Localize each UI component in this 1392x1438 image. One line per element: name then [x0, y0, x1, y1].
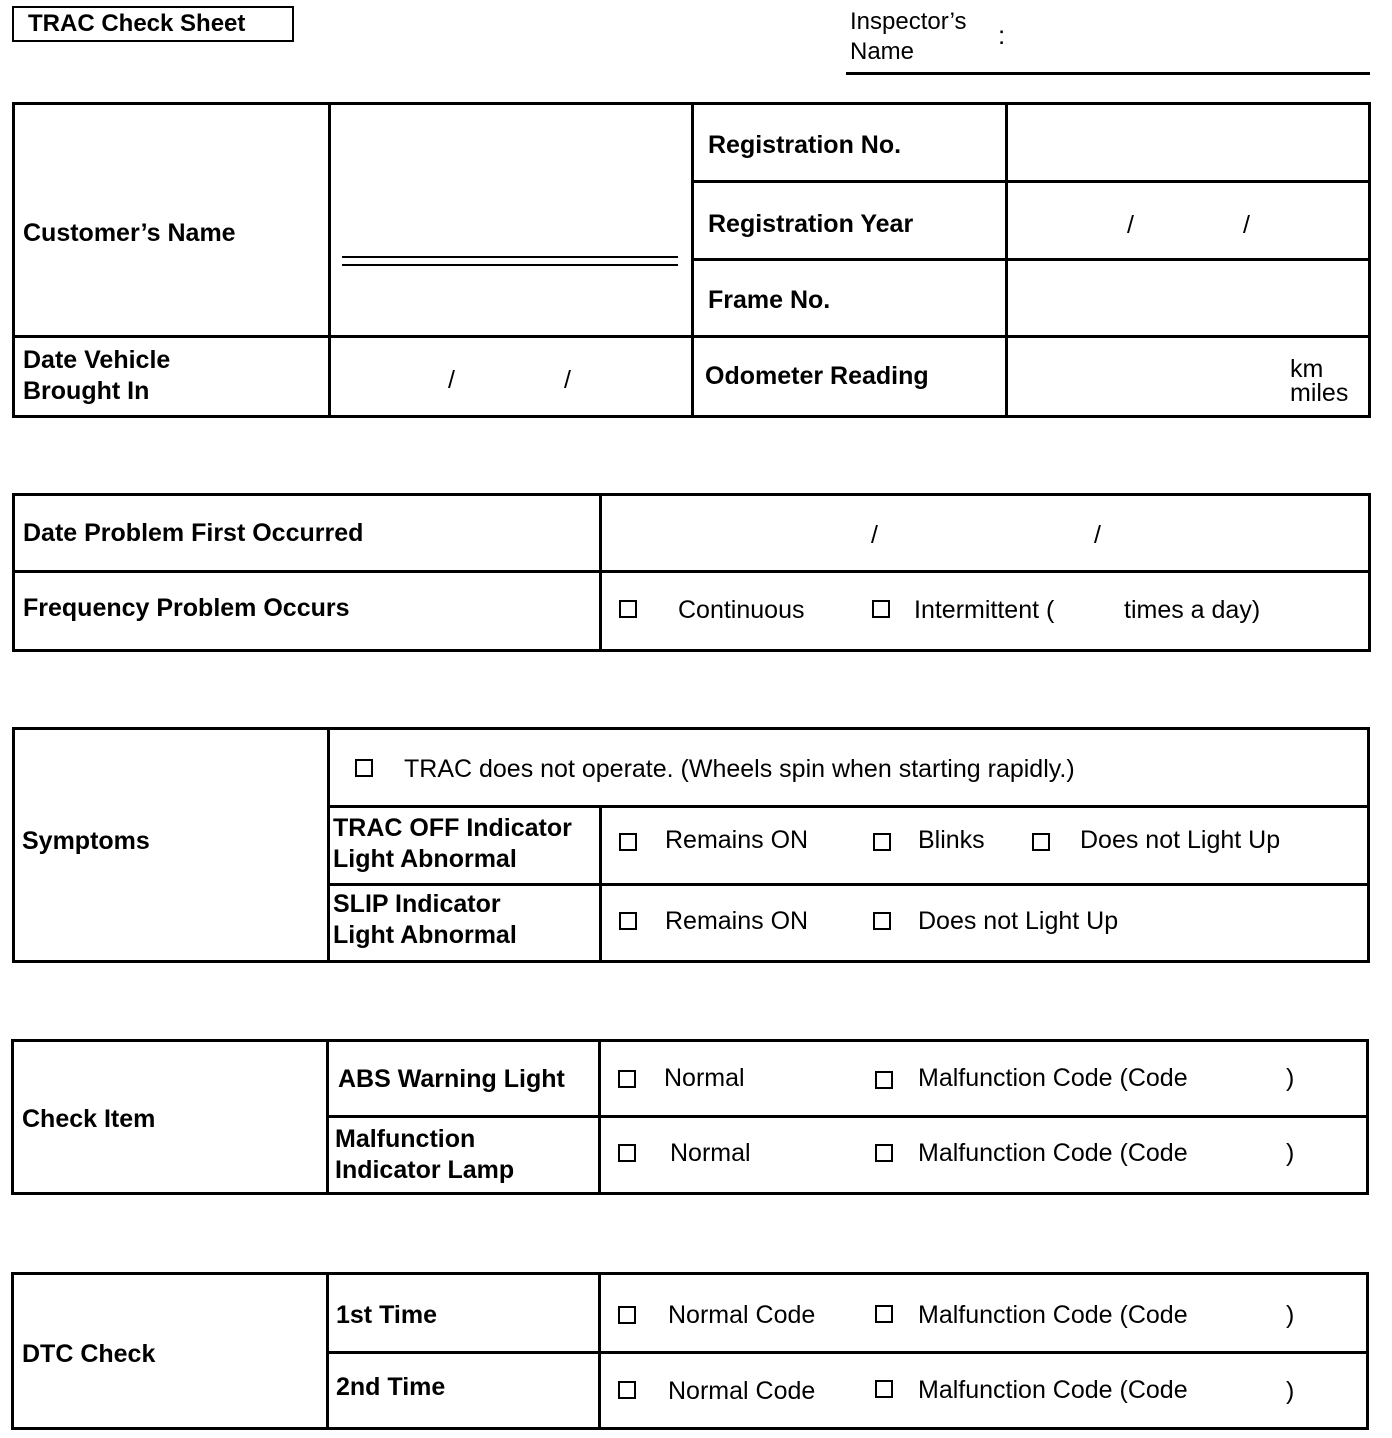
close-paren: ) [1286, 1301, 1295, 1329]
inspector-colon: : [998, 20, 1006, 50]
remains-on-label: Remains ON [665, 907, 809, 935]
second-code-field[interactable] [1222, 1376, 1284, 1406]
trac-off-no-light-checkbox[interactable] [1032, 833, 1050, 851]
normal-code-label: Normal Code [668, 1301, 816, 1329]
normal-label: Normal [670, 1139, 751, 1167]
frame-no-label: Frame No. [708, 286, 831, 314]
divider [691, 180, 1371, 183]
first-time-label: 1st Time [336, 1301, 437, 1329]
abs-warning-light-label: ABS Warning Light [338, 1065, 565, 1093]
second-malfunction-checkbox[interactable] [875, 1380, 893, 1398]
slip-label-line2: Light Abnormal [333, 921, 517, 949]
date-separator: / [1094, 521, 1101, 549]
malfunction-code-label: Malfunction Code (Code [918, 1301, 1188, 1329]
symptoms-label: Symptoms [22, 827, 150, 855]
customer-name-field[interactable] [342, 256, 678, 266]
divider [12, 570, 1371, 573]
remains-on-label: Remains ON [665, 826, 809, 854]
normal-label: Normal [664, 1064, 745, 1092]
blinks-label: Blinks [918, 826, 985, 854]
divider [326, 1115, 1369, 1118]
second-normal-code-checkbox[interactable] [618, 1381, 636, 1399]
close-paren: ) [1286, 1377, 1295, 1405]
date-separator: / [1127, 211, 1134, 239]
slip-remains-on-checkbox[interactable] [619, 912, 637, 930]
registration-no-field[interactable] [1010, 106, 1366, 178]
malfunction-code-label: Malfunction Code (Code [918, 1064, 1188, 1092]
mil-normal-checkbox[interactable] [618, 1144, 636, 1162]
divider [327, 805, 1370, 808]
registration-year-field[interactable] [1010, 184, 1366, 256]
does-not-light-up-label: Does not Light Up [918, 907, 1119, 935]
divider [12, 335, 1371, 338]
trac-off-remains-on-checkbox[interactable] [619, 833, 637, 851]
slip-label-line1: SLIP Indicator [333, 890, 501, 918]
continuous-label: Continuous [678, 596, 805, 624]
malfunction-code-label: Malfunction Code (Code [918, 1376, 1188, 1404]
trac-off-indicator-label [333, 813, 572, 875]
trac-off-label-line2: Light Abnormal [333, 845, 517, 873]
trac-off-label-line1: TRAC OFF Indicator [333, 814, 572, 842]
odometer-unit-km: km [1290, 355, 1324, 383]
customer-name-label: Customer’s Name [23, 219, 236, 247]
date-brought-in-field[interactable] [333, 340, 687, 414]
divider [326, 1351, 1369, 1354]
date-first-occurred-label: Date Problem First Occurred [23, 519, 364, 547]
slip-no-light-checkbox[interactable] [873, 912, 891, 930]
inspector-name-label [850, 7, 967, 67]
odometer-label: Odometer Reading [705, 362, 929, 390]
date-separator: / [564, 366, 571, 394]
slip-indicator-label [333, 889, 517, 951]
registration-year-label: Registration Year [708, 210, 914, 238]
trac-off-blinks-checkbox[interactable] [873, 833, 891, 851]
malfunction-code-label: Malfunction Code (Code [918, 1139, 1188, 1167]
mil-code-field[interactable] [1222, 1139, 1284, 1169]
date-separator: / [1243, 211, 1250, 239]
divider [327, 883, 1370, 886]
times-a-day-label: times a day) [1124, 596, 1261, 624]
trac-not-operate-label: TRAC does not operate. (Wheels spin when starting rapidly.) [404, 755, 1075, 783]
mil-label-line2: Indicator Lamp [335, 1156, 515, 1184]
odometer-field[interactable] [1010, 340, 1280, 414]
inspector-name-field[interactable] [846, 72, 1370, 75]
first-normal-code-checkbox[interactable] [618, 1306, 636, 1324]
first-code-field[interactable] [1222, 1301, 1284, 1331]
first-malfunction-checkbox[interactable] [875, 1305, 893, 1323]
abs-malfunction-checkbox[interactable] [875, 1071, 893, 1089]
continuous-checkbox[interactable] [619, 600, 637, 618]
date-brought-in-label [23, 345, 170, 407]
date-separator: / [871, 521, 878, 549]
date-brought-in-line2: Brought In [23, 377, 150, 405]
trac-not-operate-checkbox[interactable] [355, 759, 373, 777]
mil-label-line1: Malfunction [335, 1125, 476, 1153]
divider [327, 727, 330, 963]
date-brought-in-line1: Date Vehicle [23, 346, 171, 374]
intermittent-checkbox[interactable] [872, 600, 890, 618]
divider [328, 102, 331, 418]
registration-no-label: Registration No. [708, 131, 902, 159]
normal-code-label: Normal Code [668, 1377, 816, 1405]
inspector-label-line1: Inspector’s [850, 8, 967, 35]
abs-code-field[interactable] [1222, 1064, 1284, 1094]
dtc-check-label: DTC Check [22, 1340, 156, 1368]
odometer-unit-miles: miles [1290, 379, 1349, 407]
inspector-label-line2: Name [850, 38, 915, 65]
frame-no-field[interactable] [1010, 262, 1366, 332]
close-paren: ) [1286, 1064, 1295, 1092]
intermittent-label: Intermittent ( [914, 596, 1055, 624]
times-a-day-field[interactable] [1072, 596, 1120, 626]
date-separator: / [448, 366, 455, 394]
mil-label [335, 1124, 514, 1186]
mil-malfunction-checkbox[interactable] [875, 1144, 893, 1162]
does-not-light-up-label: Does not Light Up [1080, 826, 1281, 854]
divider [691, 258, 1371, 261]
check-item-label: Check Item [22, 1105, 156, 1133]
second-time-label: 2nd Time [336, 1373, 446, 1401]
sheet-title: TRAC Check Sheet [12, 6, 294, 42]
close-paren: ) [1286, 1139, 1295, 1167]
abs-normal-checkbox[interactable] [618, 1070, 636, 1088]
frequency-label: Frequency Problem Occurs [23, 594, 350, 622]
date-first-occurred-field[interactable] [604, 497, 1366, 567]
